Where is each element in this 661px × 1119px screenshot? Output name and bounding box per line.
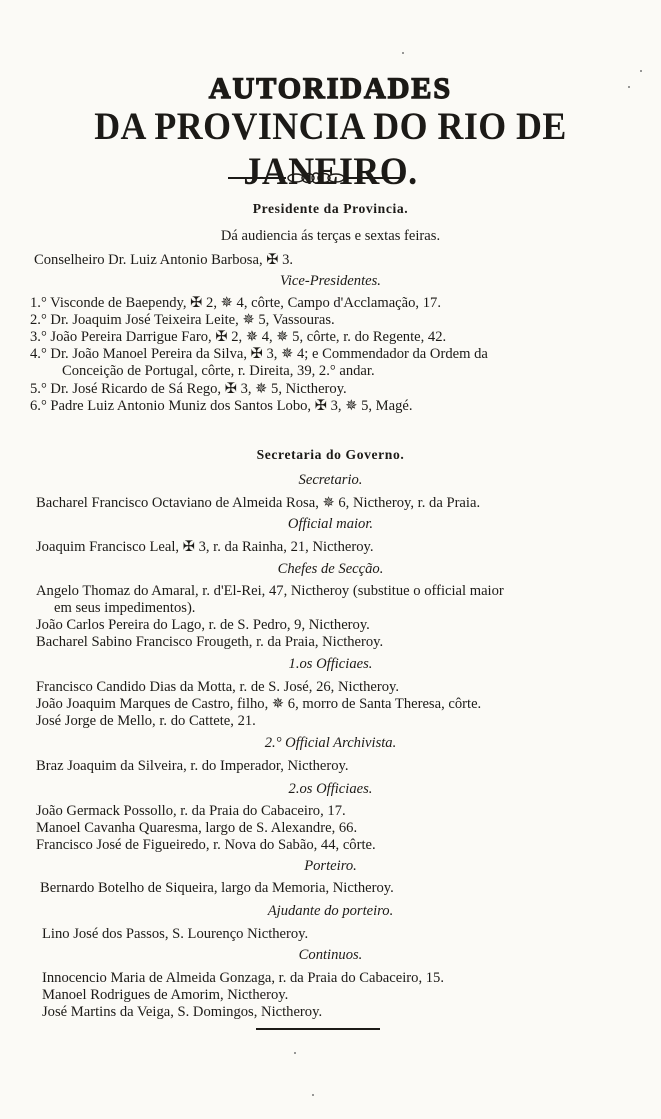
continuo-entry: Manoel Rodrigues de Amorim, Nictheroy. <box>42 987 289 1003</box>
heading-vice-presidentes: Vice-Presidentes. <box>280 273 381 289</box>
vice-item: 2.° Dr. Joaquim José Teixeira Leite, ✵ 5, Vassouras. <box>30 312 335 328</box>
chefe-entry: Angelo Thomaz do Amaral, r. d'El-Rei, 47, Nictheroy (substitue o official maior <box>36 583 504 599</box>
vice-item: 5.° Dr. José Ricardo de Sá Rego, ✠ 3, ✵ 5, Nictheroy. <box>30 381 347 397</box>
continuo-entry: Innocencio Maria de Almeida Gonzaga, r. da Praia do Cabaceiro, 15. <box>42 970 444 986</box>
official-maior-entry: Joaquim Francisco Leal, ✠ 3, r. da Rainha, 21, Nictheroy. <box>36 539 374 555</box>
secretario-entry: Bacharel Francisco Octaviano de Almeida Rosa, ✵ 6, Nictheroy, r. da Praia. <box>36 495 481 511</box>
paper-speck <box>628 86 630 88</box>
vice-item: 6.° Padre Luiz Antonio Muniz dos Santos Lobo, ✠ 3, ✵ 5, Magé. <box>30 398 413 414</box>
vice-item: 1.° Visconde de Baependy, ✠ 2, ✵ 4, côrte, Campo d'Acclamação, 17. <box>30 295 441 311</box>
label-segundos-officiaes: 2.os Officiaes. <box>288 781 373 797</box>
paper-speck <box>640 70 642 72</box>
segundo-official-entry: Manoel Cavanha Quaresma, largo de S. Alexandre, 66. <box>36 820 358 836</box>
title-provincia: DA PROVINCIA DO RIO DE JANEIRO. <box>94 105 567 193</box>
title-autoridades: AUTORIDADES <box>208 72 453 105</box>
label-secretario: Secretario. <box>298 472 363 488</box>
paper-speck <box>312 1094 314 1096</box>
presidente-name: Conselheiro Dr. Luiz Antonio Barbosa, ✠ 3. <box>34 252 294 268</box>
primeiro-official-entry: João Joaquim Marques de Castro, filho, ✵ 6, morro de Santa Theresa, côrte. <box>36 696 482 712</box>
closing-rule <box>256 1028 380 1030</box>
segundo-official-entry: Francisco José de Figueiredo, r. Nova do Sabão, 44, côrte. <box>36 837 376 853</box>
ajudante-entry: Lino José dos Passos, S. Lourenço Nictheroy. <box>42 926 309 942</box>
label-primeiros-officiaes: 1.os Officiaes. <box>288 656 373 672</box>
chefe-entry-continuation: em seus impedimentos). <box>54 600 196 616</box>
chefe-entry: Bacharel Sabino Francisco Frougeth, r. da Praia, Nictheroy. <box>36 634 384 650</box>
label-ajudante-porteiro: Ajudante do porteiro. <box>267 903 394 919</box>
chefe-entry: João Carlos Pereira do Lago, r. de S. Pedro, 9, Nictheroy. <box>36 617 370 633</box>
primeiro-official-entry: José Jorge de Mello, r. do Cattete, 21. <box>36 713 256 729</box>
primeiro-official-entry: Francisco Candido Dias da Motta, r. de S. José, 26, Nictheroy. <box>36 679 400 695</box>
paper-speck <box>294 1052 296 1054</box>
heading-secretaria: Secretaria do Governo. <box>256 447 405 462</box>
label-official-maior: Official maior. <box>287 516 374 532</box>
label-chefes: Chefes de Secção. <box>277 561 384 577</box>
porteiro-entry: Bernardo Botelho de Siqueira, largo da Memoria, Nictheroy. <box>40 880 394 896</box>
label-archivista: 2.° Official Archivista. <box>264 735 397 751</box>
paper-speck <box>402 52 404 54</box>
heading-presidente: Presidente da Provincia. <box>252 201 409 216</box>
presidente-note: Dá audiencia ás terças e sextas feiras. <box>220 228 441 244</box>
ornament-divider-icon <box>226 172 406 184</box>
segundo-official-entry: João Germack Possollo, r. da Praia do Cabaceiro, 17. <box>36 803 346 819</box>
label-porteiro: Porteiro. <box>304 858 357 874</box>
vice-item: 4.° Dr. João Manoel Pereira da Silva, ✠ 3, ✵ 4; e Commendador da Ordem da <box>30 346 488 362</box>
label-continuos: Continuos. <box>298 947 363 963</box>
vice-item-continuation: Conceição de Portugal, côrte, r. Direita, 39, 2.° andar. <box>62 363 375 379</box>
continuo-entry: José Martins da Veiga, S. Domingos, Nictheroy. <box>42 1004 323 1020</box>
archivista-entry: Braz Joaquim da Silveira, r. do Imperador, Nictheroy. <box>36 758 349 774</box>
vice-item: 3.° João Pereira Darrigue Faro, ✠ 2, ✵ 4, ✵ 5, côrte, r. do Regente, 42. <box>30 329 447 345</box>
